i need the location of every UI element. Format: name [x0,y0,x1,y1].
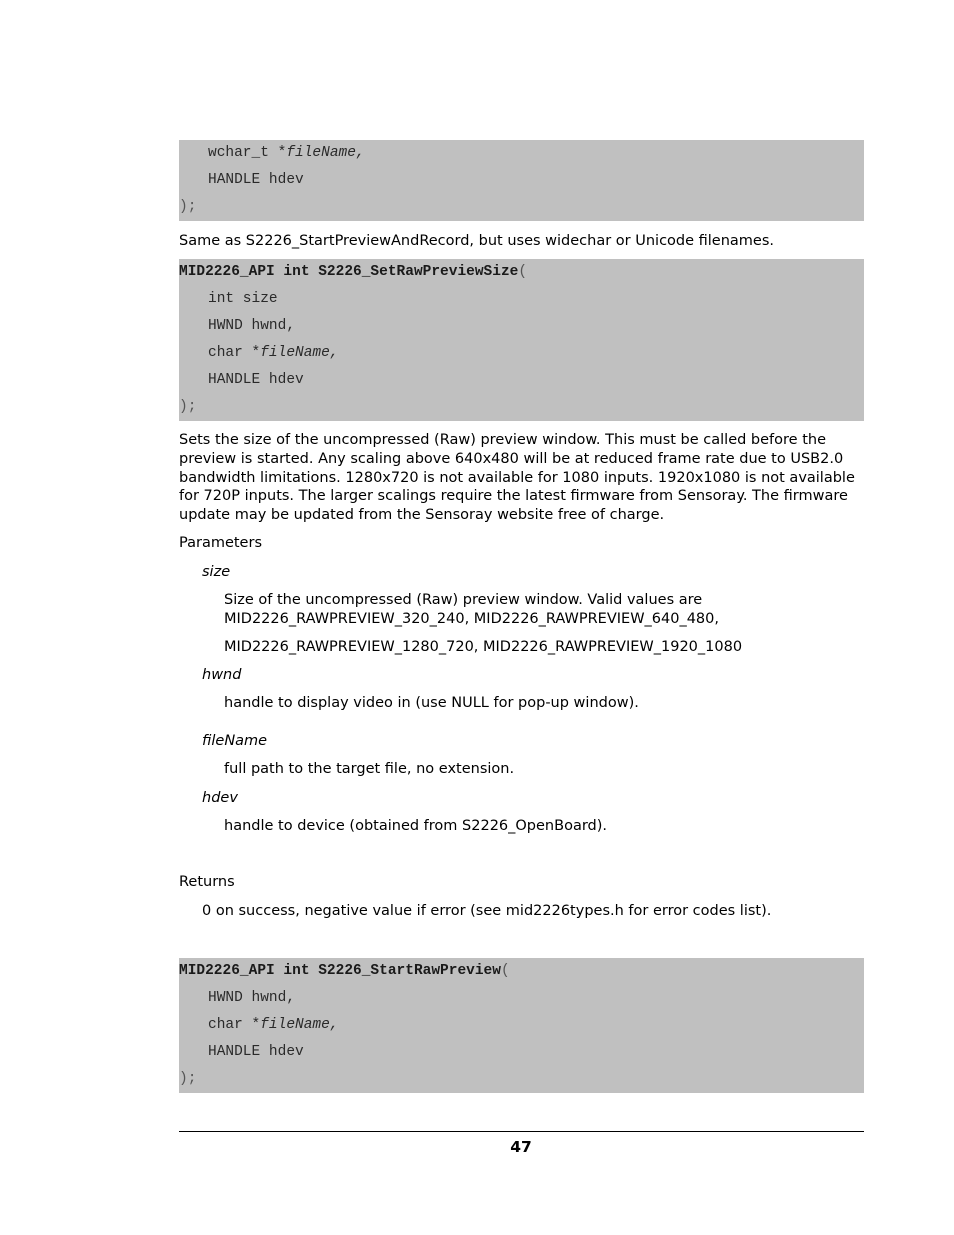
code-line: HANDLE hdev [208,172,304,188]
description-paragraph: Sets the size of the uncompressed (Raw) preview window. This must be called before the preview is started. Any scaling above 640x480 will be at reduced frame rate due to USB2.0 bandwidth limitations. 1280x720 is not available for 1080 inputs. 1920x1080 is not available for 720P inputs. The larger scalings require the latest firmware from Sensoray. The firmware update may be updated from the Sensoray website free of charge. [179,432,855,524]
code-block-setrawpreviewsize [179,259,864,421]
code-line: char *fileName, [208,345,339,361]
description-text: Same as S2226_StartPreviewAndRecord, but uses widechar or Unicode filenames. [179,233,775,249]
footer-rule [179,1131,864,1132]
code-close: ); [179,399,197,415]
code-close: ); [179,1071,197,1087]
code-line: wchar_t *fileName, [208,145,365,161]
code-close: ); [179,199,197,215]
code-line: HANDLE hdev [208,372,304,388]
param-desc-size: MID2226_RAWPREVIEW_320_240, MID2226_RAWPREVIEW_640_480, [224,611,719,627]
returns-desc: 0 on success, negative value if error (see mid2226types.h for error codes list). [202,903,772,919]
param-filename: fileName, [286,145,365,161]
param-filename: fileName, [260,1017,339,1033]
param-desc-filename: full path to the target file, no extension. [224,761,515,777]
param-name-size: size [202,564,231,580]
param-desc-hwnd: handle to display video in (use NULL for pop-up window). [224,695,639,711]
code-line: HANDLE hdev [208,1044,304,1060]
param-desc-size: MID2226_RAWPREVIEW_1280_720, MID2226_RAWPREVIEW_1920_1080 [224,639,743,655]
param-desc-hdev: handle to device (obtained from S2226_OpenBoard). [224,818,608,834]
param-name-hdev: hdev [202,790,238,806]
code-line: HWND hwnd, [208,990,296,1006]
function-signature: MID2226_API int S2226_SetRawPreviewSize( [179,264,528,280]
param-name-hwnd: hwnd [202,667,242,683]
code-line: char *fileName, [208,1017,339,1033]
returns-heading: Returns [179,874,235,890]
param-filename: fileName, [260,345,339,361]
param-name-filename: fileName [202,733,268,749]
param-desc-size: Size of the uncompressed (Raw) preview window. Valid values are [224,592,703,608]
function-signature: MID2226_API int S2226_StartRawPreview( [179,963,510,979]
code-line: int size [208,291,278,307]
code-block-startpreviewandrecord-w-tail [179,140,864,221]
page-number: 47 [510,1138,532,1156]
code-line: HWND hwnd, [208,318,296,334]
parameters-heading: Parameters [179,535,262,551]
code-block-startrawpreview [179,958,864,1093]
